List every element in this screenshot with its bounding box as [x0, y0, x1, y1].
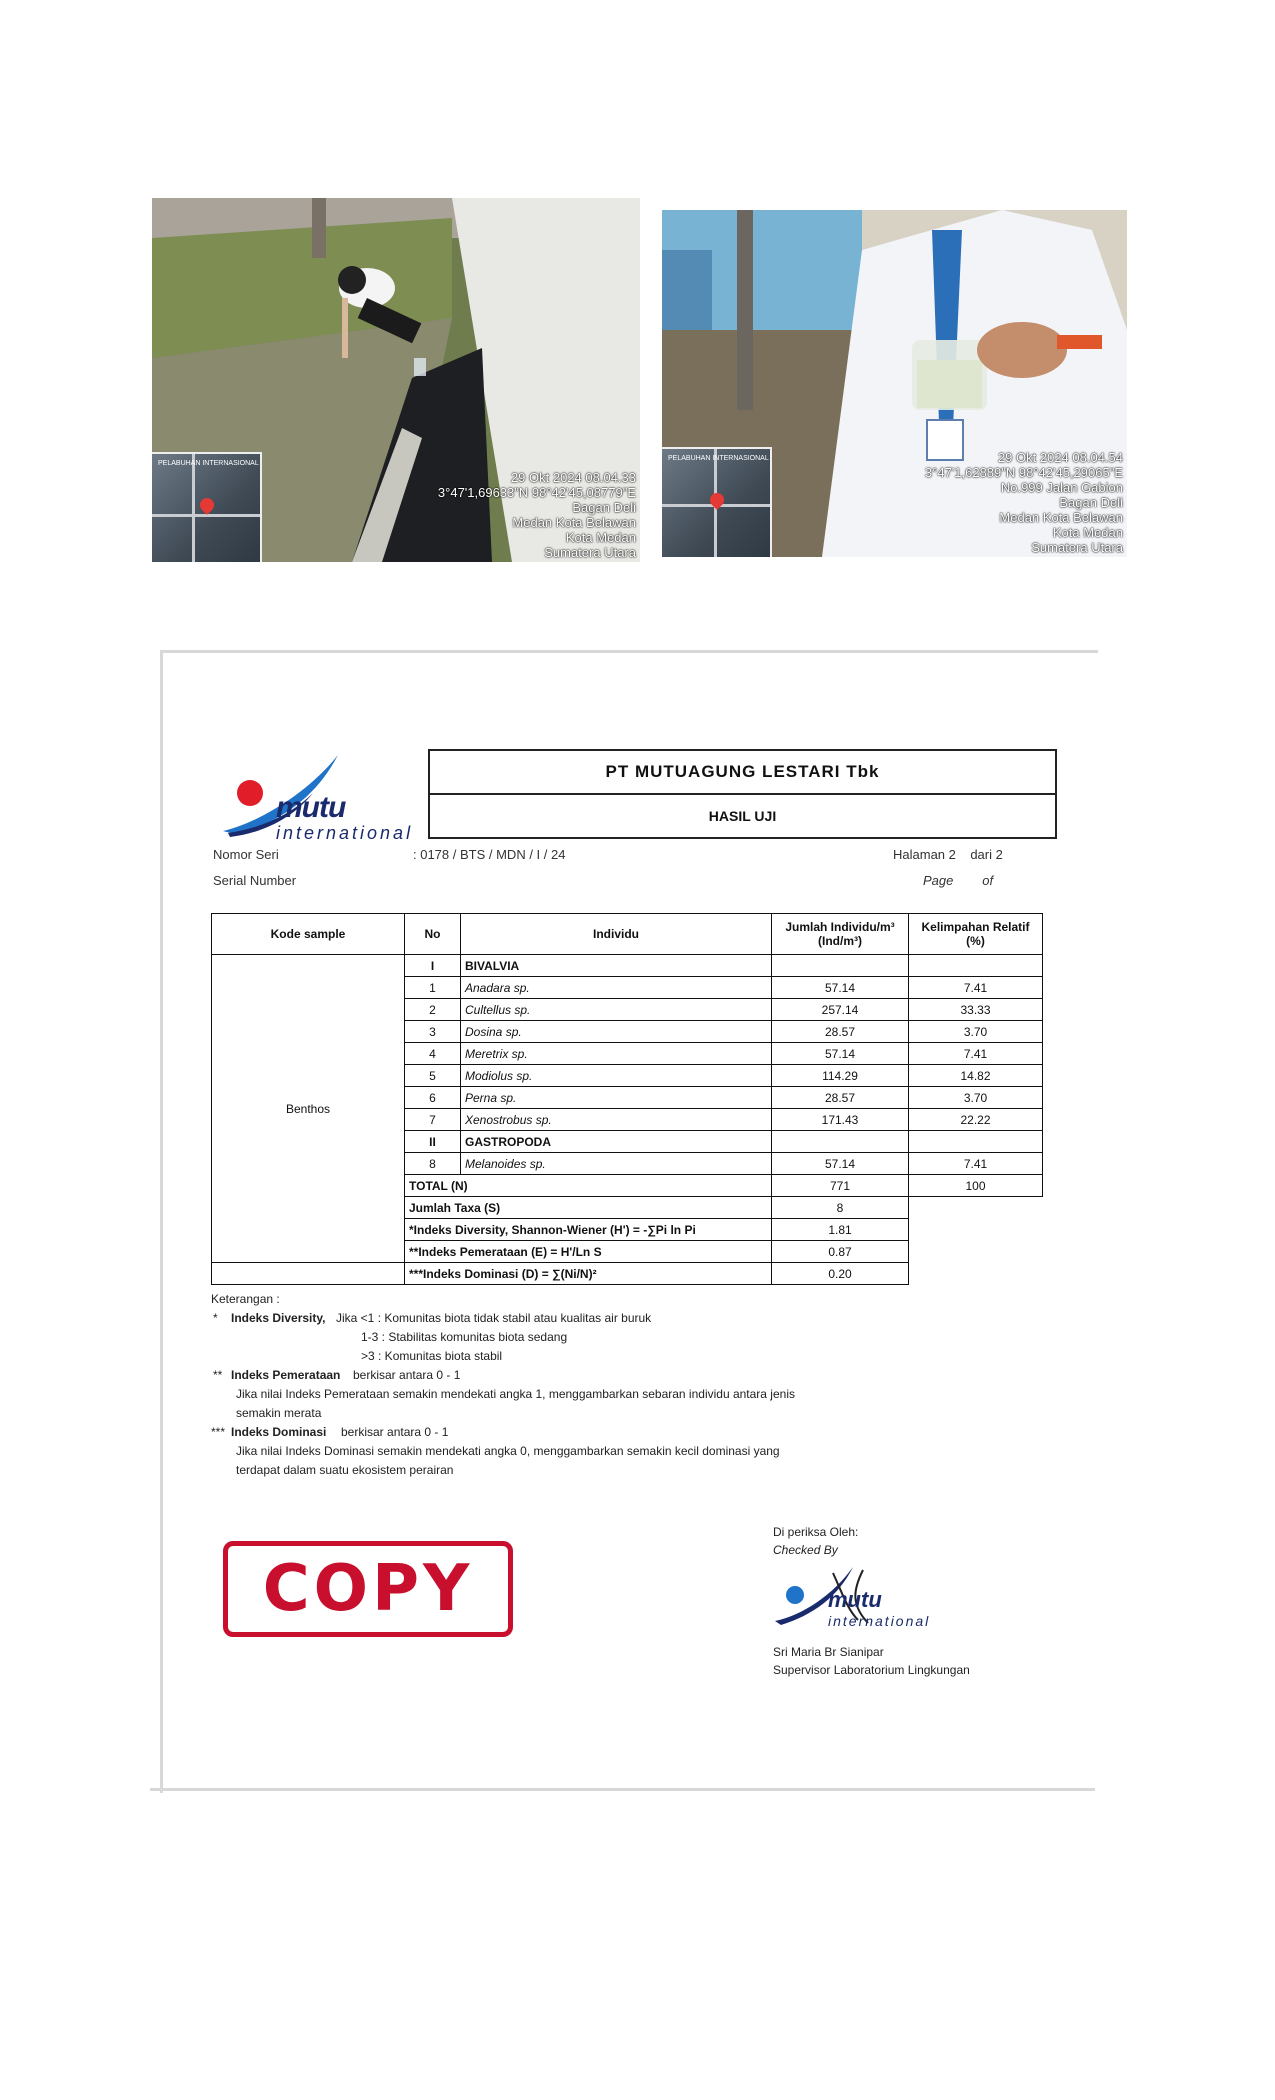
row-number: 1 [405, 977, 461, 999]
species-name: Perna sp. [461, 1087, 772, 1109]
company-name: PT MUTUAGUNG LESTARI Tbk [428, 749, 1057, 795]
row-number: 4 [405, 1043, 461, 1065]
table-header-row [212, 914, 1043, 955]
group-name: BIVALVIA [461, 955, 772, 977]
kelimpahan-value: 7.41 [909, 1153, 1043, 1175]
taxa-value: 8 [772, 1197, 909, 1219]
map-pin-icon [197, 495, 217, 515]
jumlah-value: 28.57 [772, 1021, 909, 1043]
note-marker: * [213, 1311, 218, 1325]
signature-logo-sub: international [828, 1613, 931, 1629]
geotag-coordinates: 3°47'1,62889"N 98°42'45,29065"E [924, 465, 1123, 480]
field-photo-left [152, 198, 640, 562]
jumlah-value: 57.14 [772, 1153, 909, 1175]
kelimpahan-value: 22.22 [909, 1109, 1043, 1131]
nomor-seri-value: : 0178 / BTS / MDN / I / 24 [413, 847, 566, 862]
note-marker: ** [213, 1368, 223, 1382]
copy-stamp: COPY [223, 1541, 513, 1637]
geotag-line: Medan Kota Belawan [512, 515, 636, 530]
diversity-value: 1.81 [772, 1219, 909, 1241]
total-jumlah: 771 [772, 1175, 909, 1197]
location-minimap [152, 452, 262, 562]
species-name: Melanoides sp. [461, 1153, 772, 1175]
serial-number-label: Serial Number [213, 873, 297, 888]
note-title: Indeks Pemerataan [231, 1368, 341, 1382]
geotag-coordinates: 3°47'1,69633"N 98°42'45,08779"E [437, 485, 636, 500]
geotag-text [925, 450, 1123, 555]
notes-section [211, 1290, 795, 1480]
species-name: Cultellus sp. [461, 999, 772, 1021]
kelimpahan-value: 14.82 [909, 1065, 1043, 1087]
note-text: Jika nilai Indeks Pemerataan semakin mendekati angka 1, menggambarkan sebaran individu antara jenis [236, 1387, 795, 1401]
kelimpahan-value: 7.41 [909, 977, 1043, 999]
col-header-no: No [405, 914, 461, 955]
species-name: Anadara sp. [461, 977, 772, 999]
checked-by-label-en: Checked By [773, 1543, 838, 1557]
dominasi-value: 0.20 [772, 1263, 909, 1285]
table-row-dominasi [212, 1263, 1043, 1285]
row-number: 8 [405, 1153, 461, 1175]
signer-title: Supervisor Laboratorium Lingkungan [773, 1663, 970, 1677]
geotag-line: Kota Medan [1052, 525, 1123, 540]
note-pemerataan [211, 1366, 461, 1385]
jumlah-value: 257.14 [772, 999, 909, 1021]
jumlah-value: 57.14 [772, 977, 909, 999]
geotag-datetime: 29 Okt 2024 08.04.33 [510, 470, 636, 485]
row-number: 3 [405, 1021, 461, 1043]
lab-result-document [160, 650, 1098, 1793]
notes-heading: Keterangan : [211, 1292, 280, 1306]
minimap-label: PELABUHAN INTERNASIONAL [158, 460, 259, 467]
kelimpahan-value: 3.70 [909, 1021, 1043, 1043]
geotag-line: Medan Kota Belawan [999, 510, 1123, 525]
page-indicator: Halaman 2 dari 2 [893, 847, 1003, 862]
table-row [212, 955, 1043, 977]
benthos-results-table [211, 913, 1043, 1285]
total-kelimpahan: 100 [909, 1175, 1043, 1197]
document-title: HASIL UJI [428, 793, 1057, 839]
geotag-line: Bagan Deli [1059, 495, 1123, 510]
group-name: GASTROPODA [461, 1131, 772, 1153]
dominasi-label: ***Indeks Dominasi (D) = ∑(Ni/N)² [405, 1263, 772, 1285]
checked-by-label: Di periksa Oleh: [773, 1525, 859, 1539]
note-text: berkisar antara 0 - 1 [353, 1368, 461, 1382]
signature-logo-word: mutu [828, 1587, 882, 1612]
group-number: I [405, 955, 461, 977]
col-header-kelimpahan: Kelimpahan Relatif (%) [909, 914, 1043, 955]
jumlah-value: 114.29 [772, 1065, 909, 1087]
nomor-seri-label: Nomor Seri [213, 847, 279, 862]
note-marker: *** [211, 1425, 226, 1439]
note-text: 1-3 : Stabilitas komunitas biota sedang [361, 1330, 568, 1344]
geotag-line: Kota Medan [565, 530, 636, 545]
col-header-kode: Kode sample [212, 914, 405, 955]
note-dominasi [211, 1423, 449, 1442]
group-number: II [405, 1131, 461, 1153]
logo-wordmark: mutu [276, 791, 346, 824]
note-title: Indeks Dominasi [231, 1425, 327, 1439]
logo-subtitle: international [276, 823, 414, 843]
species-name: Xenostrobus sp. [461, 1109, 772, 1131]
col-header-individu: Individu [461, 914, 772, 955]
signer-info [773, 1643, 970, 1679]
geotag-line: No.999 Jalan Gabion [1000, 480, 1123, 495]
row-number: 5 [405, 1065, 461, 1087]
row-number: 6 [405, 1087, 461, 1109]
row-number: 7 [405, 1109, 461, 1131]
note-text: Jika <1 : Komunitas biota tidak stabil atau kualitas air buruk [336, 1311, 652, 1325]
page-indicator-en: Page of [923, 873, 994, 888]
geotag-line: Sumatera Utara [1031, 540, 1123, 555]
pemerataan-value: 0.87 [772, 1241, 909, 1263]
location-minimap [662, 447, 772, 557]
taxa-label: Jumlah Taxa (S) [405, 1197, 772, 1219]
note-text: >3 : Komunitas biota stabil [361, 1349, 503, 1363]
pemerataan-label: **Indeks Pemerataan (E) = H'/Ln S [405, 1241, 772, 1263]
note-text: terdapat dalam suatu ekosistem perairan [236, 1463, 454, 1477]
col-header-jumlah: Jumlah Individu/m³ (Ind/m³) [772, 914, 909, 955]
signature-block [773, 1523, 858, 1559]
note-text: berkisar antara 0 - 1 [341, 1425, 449, 1439]
geotag-line: Sumatera Utara [544, 545, 636, 560]
species-name: Modiolus sp. [461, 1065, 772, 1087]
document-bottom-edge [150, 1788, 1095, 1791]
mutu-international-logo [218, 753, 418, 843]
note-text: Jika nilai Indeks Dominasi semakin mendekati angka 0, menggambarkan semakin kecil dominasi yang [236, 1444, 780, 1458]
jumlah-value: 57.14 [772, 1043, 909, 1065]
jumlah-value: 28.57 [772, 1087, 909, 1109]
note-title: Indeks Diversity, [231, 1311, 326, 1325]
kelimpahan-value: 3.70 [909, 1087, 1043, 1109]
row-number: 2 [405, 999, 461, 1021]
geotag-datetime: 29 Okt 2024 08.04.54 [997, 450, 1123, 465]
minimap-label: PELABUHAN INTERNASIONAL [668, 455, 769, 462]
signature-logo [773, 1565, 973, 1635]
jumlah-value: 171.43 [772, 1109, 909, 1131]
note-diversity [211, 1309, 652, 1328]
signer-name: Sri Maria Br Sianipar [773, 1645, 884, 1659]
total-label: TOTAL (N) [405, 1175, 772, 1197]
geotag-text [438, 470, 636, 560]
note-text: semakin merata [236, 1406, 322, 1420]
sample-code-cell: Benthos [212, 955, 405, 1263]
geotag-line: Bagan Deli [572, 500, 636, 515]
species-name: Dosina sp. [461, 1021, 772, 1043]
kelimpahan-value: 7.41 [909, 1043, 1043, 1065]
kelimpahan-value: 33.33 [909, 999, 1043, 1021]
species-name: Meretrix sp. [461, 1043, 772, 1065]
field-photo-right [662, 210, 1127, 557]
diversity-label: *Indeks Diversity, Shannon-Wiener (H') = -∑Pi ln Pi [405, 1219, 772, 1241]
